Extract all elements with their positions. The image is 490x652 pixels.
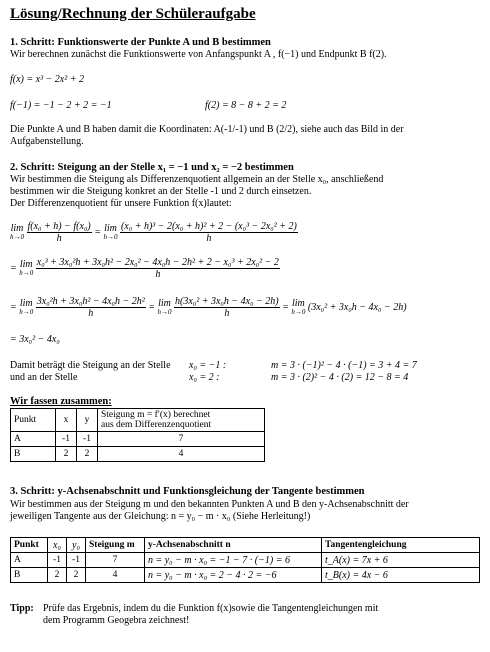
slope-calc1: m = 3 · (−1)² − 4 · (−1) = 3 + 4 = 7 — [271, 360, 417, 371]
slope-label2: und an der Stelle — [10, 372, 78, 383]
table-header-row — [11, 409, 265, 432]
slope-at2: x₀ = 2 : — [189, 372, 220, 383]
calc-point-a: f(−1) = −1 − 2 + 2 = −1 — [10, 100, 112, 111]
dq-simplified-fraction: $\frac{\text{3x₀²h + 3x₀h² − 4x₀h − 2h²}}{h}$ — [36, 296, 145, 319]
dq-multiplied-fraction: $\frac{\text{x₀³ + 3x₀²h + 3x₀h² − 2x₀² − 4x₀h − 2h² + 2 − x₀³ + 2x₀² − 2}}{h}$ — [36, 257, 279, 280]
page-title: Lösung/Rechnung der Schüleraufgabe — [10, 6, 256, 22]
dq-row1: lim h→0 $\frac{\text{f(x₀ + h) − f(x₀)}}{h}$ = lim h→0 $\frac{\text{(x₀ + h)³ − 2(x₀ + h)² + 2 − (x₀³ − 2x₀² + 2)}}{h}$ — [10, 221, 297, 244]
limit-operator: lim h→0 — [10, 222, 24, 241]
step3-line2: jeweiligen Tangente aus der Gleichung: n = y₀ − m · x₀ (Siehe Herleitung!) — [10, 511, 311, 522]
step2-line1: Wir bestimmen die Steigung als Differenzenquotient allgemein an der Stelle x₀, anschließend — [10, 174, 384, 185]
table-row: B 2 2 4 n = y₀ − m · x₀ = 2 − 4 · 2 = −6 t_B(x) = 4x − 6 — [11, 568, 480, 583]
table-row: B 2 2 4 — [11, 447, 265, 462]
slope-calc2: m = 3 · (2)² − 4 · (2) = 12 − 8 = 4 — [271, 372, 409, 383]
step3-heading: 3. Schritt: y-Achsenabschnitt und Funktionsgleichung der Tangente bestimmen — [10, 486, 365, 497]
tip-line1: Prüfe das Ergebnis, indem du die Funktion f(x)sowie die Tangentengleichungen mit — [43, 603, 379, 614]
tip-line2: dem Programm Geogebra zeichnest! — [43, 615, 190, 626]
step1-intro: Wir berechnen zunächst die Funktionswerte von Anfangspunkt A , f(−1) und Endpunkt B f(2). — [10, 49, 387, 60]
step2-line3: Der Differenzenquotient für unsere Funktion f(x)lautet: — [10, 198, 232, 209]
limit-operator: lim h→0 — [103, 222, 118, 241]
col-punkt: Punkt — [11, 409, 56, 432]
col-steigung: Steigung m = f′(x) berechnet aus dem Differenzenquotient — [98, 409, 265, 432]
limit-operator: lim h→0 — [291, 297, 306, 316]
dq-row2: = lim h→0 $\frac{\text{x₀³ + 3x₀²h + 3x₀h² − 2x₀² − 4x₀h − 2h² + 2 − x₀³ + 2x₀² − 2}}{h}$ — [10, 257, 279, 280]
col-y: y — [77, 409, 98, 432]
step2-line2: bestimmen wir die Steigung konkret an der Stelle -1 und 2 durch einsetzen. — [10, 186, 312, 197]
dq-row3: = lim h→0 $\frac{\text{3x₀²h + 3x₀h² − 4x₀h − 2h²}}{h}$ = lim h→0 $\frac{\text{h(3x₀² + 3x₀h − 4x₀ − 2h)}}{h}$ = lim h→0 (3x₀² + 3x₀h − 4x₀ − 2h) — [10, 296, 407, 319]
dq-factored-fraction: $\frac{\text{h(3x₀² + 3x₀h − 4x₀ − 2h)}}{h}$ — [174, 296, 279, 319]
step1-conclusion-line1: Die Punkte A und B haben damit die Koordinaten: A(-1/-1) und B (2/2), siehe auch das Bild in der — [10, 124, 404, 135]
summary-table — [10, 408, 265, 462]
step3-line1: Wir bestimmen aus der Steigung m und den bekannten Punkten A und B den y-Achsenabschnitt der — [10, 499, 409, 510]
limit-operator: lim h→0 — [19, 258, 34, 277]
limit-operator: lim h→0 — [157, 297, 172, 316]
summary-heading: Wir fassen zusammen: — [10, 396, 112, 407]
step1-heading: 1. Schritt: Funktionswerte der Punkte A und B bestimmen — [10, 37, 271, 48]
dq-expanded-fraction: $\frac{\text{(x₀ + h)³ − 2(x₀ + h)² + 2 − (x₀³ − 2x₀² + 2)}}{h}$ — [120, 221, 297, 244]
dq-fraction: $\frac{\text{f(x₀ + h) − f(x₀)}}{h}$ — [27, 221, 91, 244]
derivative-result: = 3x₀² − 4x₀ — [10, 334, 60, 345]
calc-point-b: f(2) = 8 − 8 + 2 = 2 — [205, 100, 287, 111]
tangent-table — [10, 537, 480, 583]
step1-conclusion-line2: Aufgabenstellung. — [10, 136, 84, 147]
slope-label1: Damit beträgt die Steigung an der Stelle — [10, 360, 171, 371]
tip-label: Tipp: — [10, 603, 34, 614]
limit-operator: lim h→0 — [19, 297, 34, 316]
function-definition: f(x) = x³ − 2x² + 2 — [10, 74, 84, 85]
step2-heading: 2. Schritt: Steigung an der Stelle x₁ = −1 und x₂ = −2 bestimmen — [10, 162, 294, 173]
table-row: A -1 -1 7 — [11, 432, 265, 447]
col-x: x — [56, 409, 77, 432]
table-row: A -1 -1 7 n = y₀ − m · x₀ = −1 − 7 · (−1) = 6 t_A(x) = 7x + 6 — [11, 553, 480, 568]
slope-at1: x₀ = −1 : — [189, 360, 227, 371]
table-header-row: Punkt x₀ y₀ Steigung m y-Achsenabschnitt n Tangentengleichung — [11, 538, 480, 553]
